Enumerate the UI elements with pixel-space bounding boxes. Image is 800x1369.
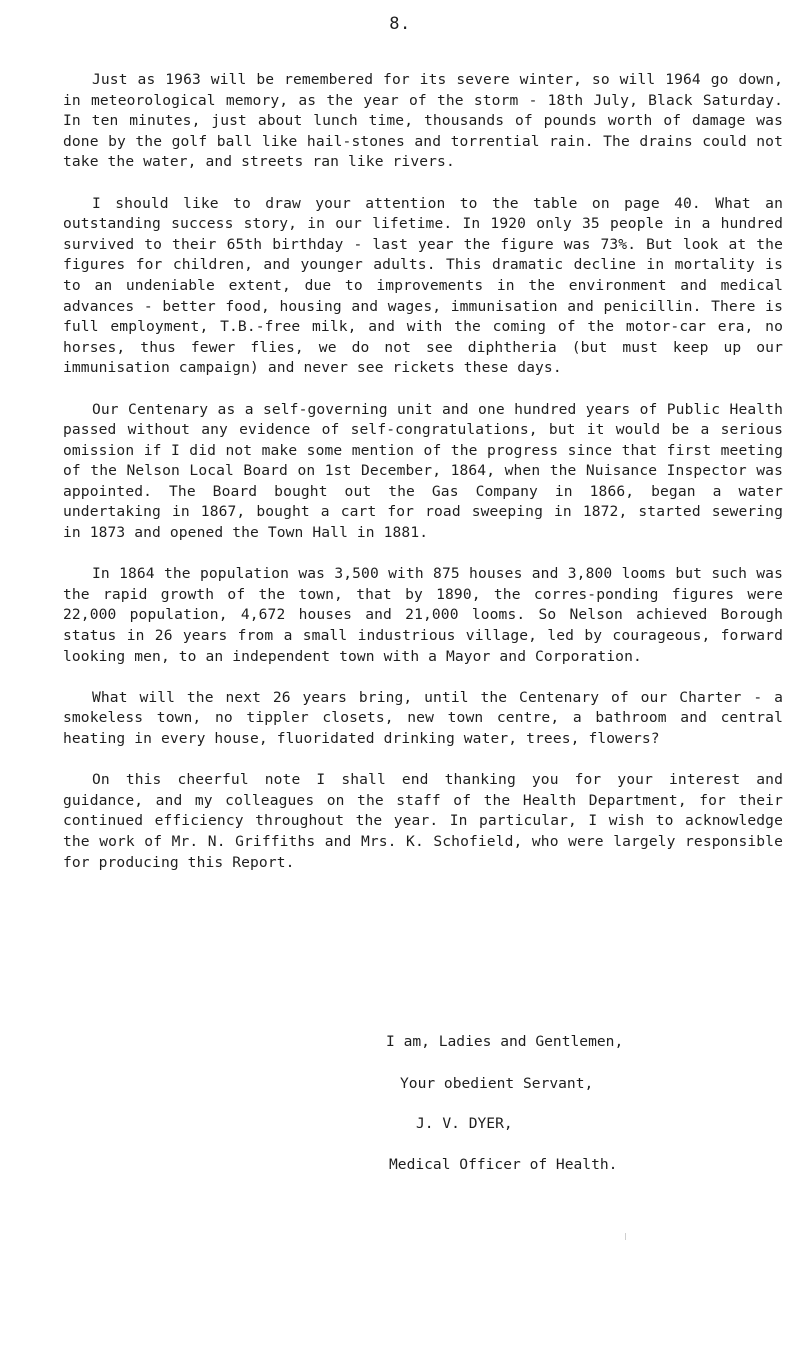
report-body <box>63 70 783 894</box>
paragraph-population: In 1864 the population was 3,500 with 875 houses and 3,800 looms but such was the rapid growth of the town, that by 1890, the corres-ponding figures were 22,000 population, 4,672 houses and 21,000 looms. So Nelson achieved Borough status in 26 years from a small industrious village, led by courageous, forward looking men, to an independent town with a Mayor and Corporation. <box>63 565 783 665</box>
paragraph-next-26-years: What will the next 26 years bring, until the Centenary of our Charter - a smokeless town, no tippler closets, new town centre, a bathroom and central heating in every house, fluoridated drinking water, trees, flowers? <box>63 688 783 747</box>
scan-artifact-mark <box>625 1233 626 1240</box>
page-number: 8. <box>389 14 411 34</box>
salutation: I am, Ladies and Gentlemen, <box>386 1033 624 1050</box>
paragraph-centenary: Our Centenary as a self-governing unit and one hundred years of Public Health passed without any evidence of self-congratulations, but it would be a serious omission if I did not make some mention of the progress since that first meeting of the Nelson Local Board on 1st December, 1864, when the Nuisance Inspector was appointed. The Board bought out the Gas Company in 1866, began a water undertaking in 1867, bought a cart for road sweeping in 1872, started sewering in 1873 and opened the Town Hall in 1881. <box>63 400 783 542</box>
valediction: Your obedient Servant, <box>400 1075 594 1092</box>
paragraph-acknowledgements: On this cheerful note I shall end thanking you for your interest and guidance, and my colleagues on the staff of the Health Department, for their continued efficiency throughout the year. In particular, I wish to acknowledge the work of Mr. N. Griffiths and Mrs. K. Schofield, who were largely responsible for producing this Report. <box>63 771 783 871</box>
signatory-name: J. V. DYER, <box>416 1115 513 1132</box>
paragraph-storm: Just as 1963 will be remembered for its severe winter, so will 1964 go down, in meteorological memory, as the year of the storm - 18th July, Black Saturday. In ten minutes, just about lunch time, thousands of pounds worth of damage was done by the golf ball like hail-stones and torrential rain. The drains could not take the water, and streets ran like rivers. <box>63 71 783 171</box>
signatory-title: Medical Officer of Health. <box>389 1156 618 1173</box>
paragraph-mortality: I should like to draw your attention to the table on page 40. What an outstanding success story, in our lifetime. In 1920 only 35 people in a hundred survived to their 65th birthday - last year the figure was 73%. But look at the figures for children, and younger adults. This dramatic decline in mortality is to an undeniable extent, due to improvements in the environment and medical advances - better food, housing and wages, immunisation and penicillin. There is full employment, T.B.-free milk, and with the coming of the motor-car era, no horses, thus fewer flies, we do not see diphtheria (but must keep up our immunisation campaign) and never see rickets these days. <box>63 194 783 377</box>
